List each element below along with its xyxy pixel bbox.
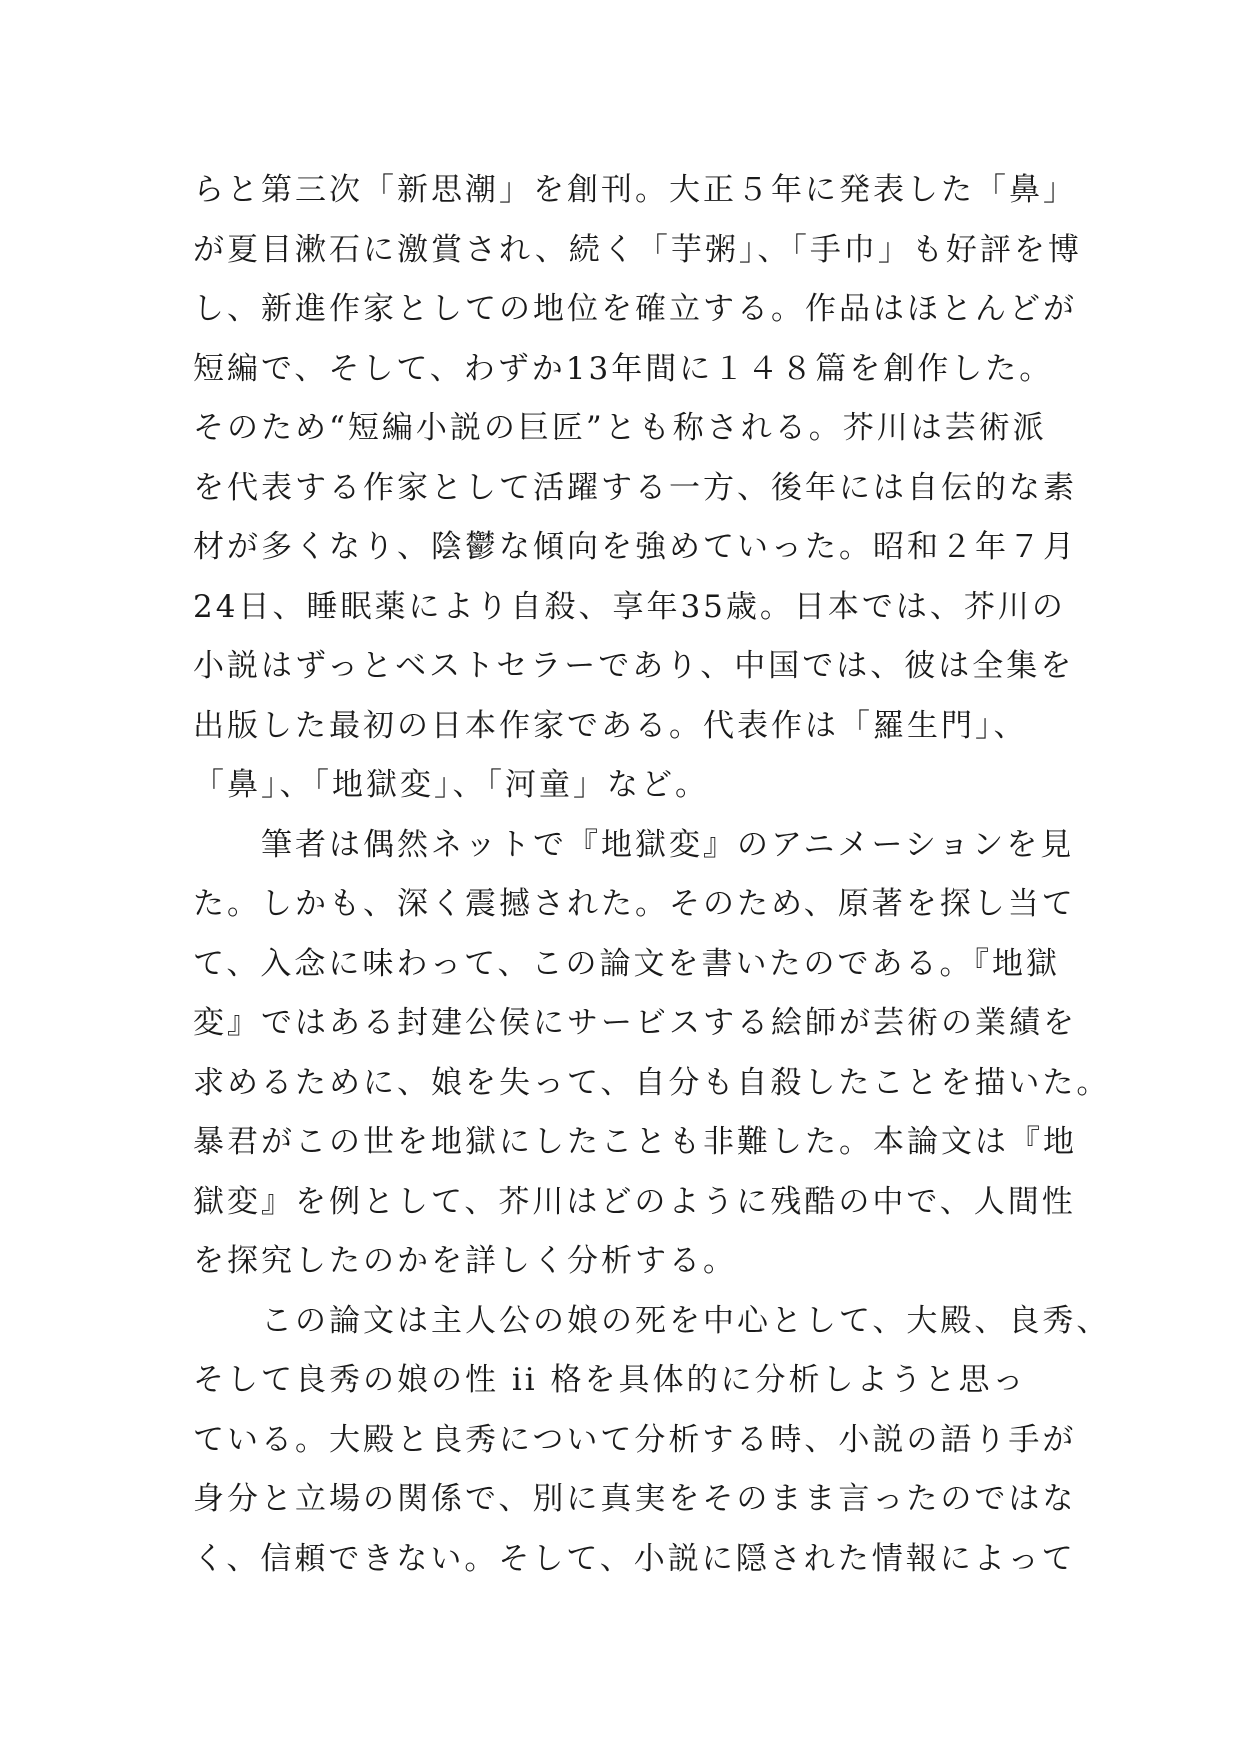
text-line: そして良秀の娘の性 ii 格を具体的に分析しようと思っ <box>193 1362 1027 1398</box>
text-line: て、入念に味わって、この論文を書いたのである。『地獄 <box>193 945 1060 982</box>
text-line: 暴君がこの世を地獄にしたことも非難した。本論文は『地 <box>193 1124 1077 1160</box>
text-line: を代表する作家として活躍する一方、後年には自伝的な素 <box>193 469 1077 506</box>
text-line: 出版した最初の日本作家である。代表作は「羅生門」、 <box>193 707 1028 744</box>
text-line: 求めるために、娘を失って、自分も自殺したことを描いた。 <box>193 1064 1111 1101</box>
text-line: し、新進作家としての地位を確立する。作品はほとんどが <box>193 291 1077 327</box>
text-line: を探究したのかを詳しく分析する。 <box>193 1243 737 1279</box>
text-line: そのため“短編小説の巨匠”とも称される。芥川は芸術派 <box>193 410 1047 446</box>
text-line: く、信頼できない。そして、小説に隠された情報によって <box>193 1540 1076 1577</box>
text-line: 身分と立場の関係で、別に真実をそのまま言ったのではな <box>193 1481 1077 1517</box>
paragraph-start-line: 筆者は偶然ネットで『地獄変』のアニメーションを見 <box>261 826 1075 863</box>
body-text <box>193 161 1111 1589</box>
text-line: 材が多くなり、陰鬱な傾向を強めていった。昭和２年７月 <box>193 529 1077 565</box>
text-line: が夏目漱石に激賞され、続く「芋粥」、「手巾」も好評を博 <box>193 231 1082 268</box>
paragraph-start-line: この論文は主人公の娘の死を中心として、大殿、良秀、 <box>261 1302 1111 1339</box>
text-line: 獄変』を例として、芥川はどのように残酷の中で、人間性 <box>193 1183 1076 1220</box>
text-line: 変』ではある封建公侯にサービスする絵師が芸術の業績を <box>193 1005 1077 1041</box>
text-line: 24日、睡眠薬により自殺、享年35歳。日本では、芥川の <box>193 588 1066 625</box>
text-line: ている。大殿と良秀について分析する時、小説の語り手が <box>193 1421 1077 1458</box>
text-line: 小説はずっとベストセラーであり、中国では、彼は全集を <box>193 648 1075 684</box>
text-line: た。しかも、深く震撼された。そのため、原著を探し当て <box>193 886 1076 922</box>
text-line: らと第三次「新思潮」を創刊。大正５年に発表した「鼻」 <box>193 172 1077 208</box>
text-line: 「鼻」、「地獄変」、「河童」など。 <box>193 767 709 803</box>
text-line: 短編で、そして、わずか13年間に１４８篇を創作した。 <box>193 350 1054 387</box>
